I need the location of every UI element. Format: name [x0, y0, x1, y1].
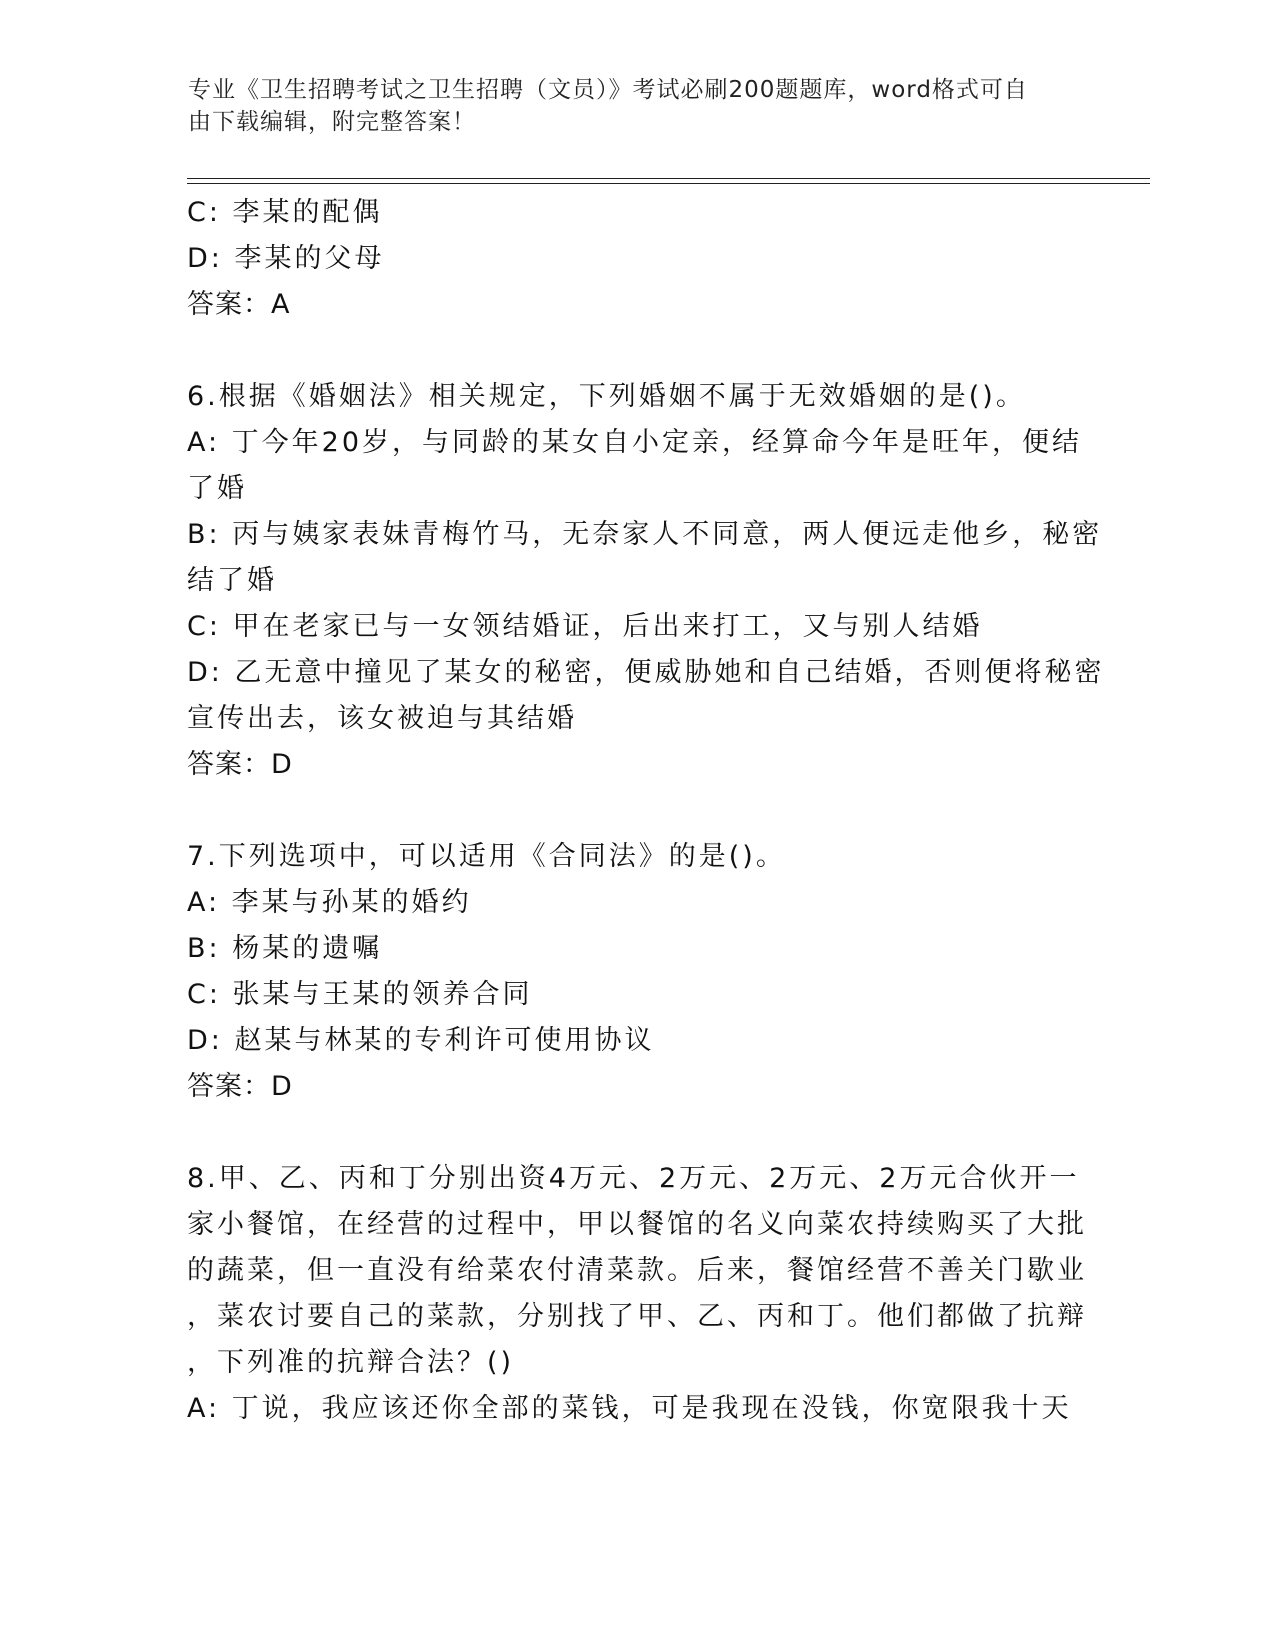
q5-option-d: D: 李某的父母	[187, 243, 385, 274]
q7-option-c: C: 张某与王某的领养合同	[187, 979, 533, 1010]
spacer	[187, 328, 1087, 374]
q6-option-d-line-1: D: 乙无意中撞见了某女的秘密，便威胁她和自己结婚，否则便将秘密	[187, 657, 1105, 688]
q6-answer: 答案：D	[187, 749, 293, 780]
header-divider-bottom	[187, 183, 1150, 184]
q6-option-a-line-2: 了婚	[187, 473, 247, 504]
q7-option-d: D: 赵某与林某的专利许可使用协议	[187, 1025, 655, 1056]
document-header	[188, 74, 1068, 138]
q8-option-a: A: 丁说，我应该还你全部的菜钱，可是我现在没钱，你宽限我十天	[187, 1393, 1072, 1424]
q7-option-a: A: 李某与孙某的婚约	[187, 887, 472, 918]
document-body	[187, 190, 1105, 1432]
spacer	[187, 788, 1087, 834]
q6-option-b-line-1: B: 丙与姨家表妹青梅竹马，无奈家人不同意，两人便远走他乡，秘密	[187, 519, 1103, 550]
question-7	[187, 834, 1087, 1110]
question-5-tail	[187, 190, 1087, 328]
q7-option-b: B: 杨某的遗嘱	[187, 933, 383, 964]
q6-option-b-line-2: 结了婚	[187, 565, 277, 596]
spacer	[187, 1110, 1087, 1156]
q7-answer: 答案：D	[187, 1071, 293, 1102]
q7-question: 7.下列选项中，可以适用《合同法》的是()。	[187, 841, 786, 872]
q8-question-line-1: 8.甲、乙、丙和丁分别出资4万元、2万元、2万元、2万元合伙开一	[187, 1163, 1080, 1194]
q5-answer: 答案：A	[187, 289, 291, 320]
question-6	[187, 374, 1105, 788]
header-divider-top	[187, 178, 1150, 179]
header-line-1: 专业《卫生招聘考试之卫生招聘（文员）》考试必刷200题题库，word格式可自	[188, 77, 1028, 103]
q6-option-d-line-2: 宣传出去，该女被迫与其结婚	[187, 703, 577, 734]
q6-option-c: C: 甲在老家已与一女领结婚证，后出来打工，又与别人结婚	[187, 611, 983, 642]
q8-question-line-4: ，菜农讨要自己的菜款，分别找了甲、乙、丙和丁。他们都做了抗辩	[187, 1301, 1087, 1332]
q6-option-a-line-1: A: 丁今年20岁，与同龄的某女自小定亲，经算命今年是旺年，便结	[187, 427, 1083, 458]
q8-question-line-3: 的蔬菜，但一直没有给菜农付清菜款。后来，餐馆经营不善关门歇业	[187, 1255, 1087, 1286]
q8-question-line-2: 家小餐馆，在经营的过程中，甲以餐馆的名义向菜农持续购买了大批	[187, 1209, 1087, 1240]
question-8	[187, 1156, 1087, 1432]
q6-question: 6.根据《婚姻法》相关规定，下列婚姻不属于无效婚姻的是()。	[187, 381, 1026, 412]
q5-option-c: C: 李某的配偶	[187, 197, 383, 228]
q8-question-line-5: ，下列准的抗辩合法？()	[187, 1347, 515, 1378]
header-line-2: 由下载编辑，附完整答案！	[188, 109, 476, 135]
